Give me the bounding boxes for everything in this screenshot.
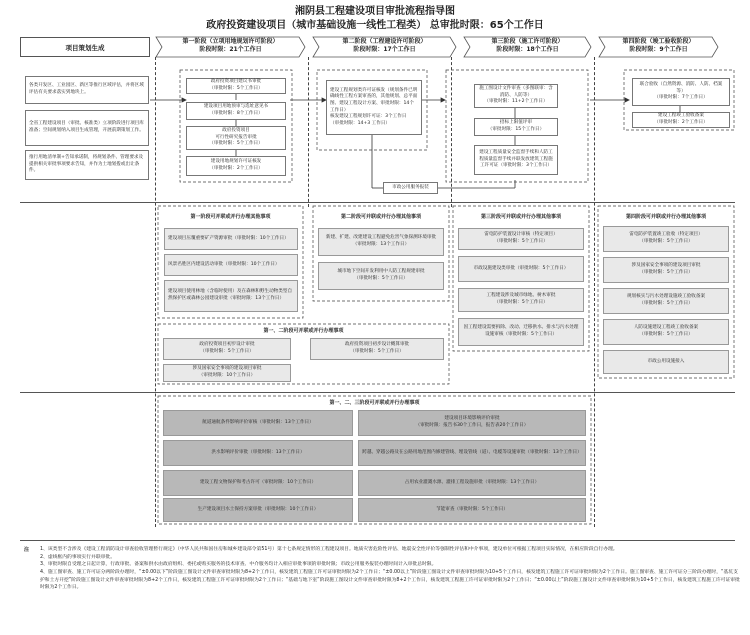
parallel-s123-item: 建设工程文物保护和考古许可（审批时限：10个工作日） [163, 470, 353, 496]
parallel-title-s3: 第三阶段可并联或并行办理其他事项 [480, 214, 561, 220]
divider [594, 57, 595, 527]
stage1-item: 建设项目用地预审与选址意见书 （审批时限：8个工作日） [186, 102, 286, 120]
planning-box: 全省工程建设项目（审批、核准类）立项阶段进行项目库准备；空间规划纳入项目生成管理，开展前期策划工作。 [25, 110, 149, 146]
parallel-title-s1: 第一阶段可并联或并行办理其他事项 [190, 214, 271, 220]
parallel-s123-item: 占用农业灌溉水源、灌排工程设施审批（审批时限：13个工作日） [358, 470, 586, 496]
stage3-item: 建设工程质量安全监督手续和人防工程质量监督手续并联发放建筑工程施工许可证（审批时限：3个工作日） [474, 145, 558, 175]
notes-divider [20, 540, 735, 541]
parallel-s123-item: 生产建设项目水土保持方案审批（审批时限：10个工作日） [163, 498, 353, 522]
stage4-header: 第四阶段（竣工验收阶段） 阶段时限：9个工作日 [622, 38, 695, 54]
note-item: 3、审批时限自受理之日起计算，行政审批、备案和供水由政府组织、委托或购买服务的技术审查、中介服务均计入相应审批事项的审批时限；市政公用服务报装办理时间计入审批总时限。 [40, 562, 437, 568]
stage3-header: 第三阶段（施工许可阶段） 阶段时限：18个工作日 [491, 38, 564, 54]
stage1-item: 政府投资项目建议书审批 （审批时限：5个工作日） [186, 78, 286, 94]
parallel-s2-item: 新建、扩建、改建建设工程避免危害气象探测环境审批 （审批时限：13个工作日） [318, 228, 444, 256]
note-item: 1、该类型不含涉及《建设工程消防设计审查验收管理暂行规定》（中华人民共和国住房和城乡建设部令第51号）第十七条规定情形的工程建设项目。地质灾害危险性评估、地震安全性评价等强制性评估和中介事项，建设单位可根据工程项目实际情况，在相应阶段自行办理。 [40, 547, 618, 552]
parallel-s4-item: 人防设施建设工程竣工验收备案 （审批时限：5个工作日） [603, 319, 729, 345]
parallel-s123-item: 建设项目环境影响评价审批 （审批时限：报告书30个工作日，报告表20个工作日） [358, 410, 586, 436]
parallel-s12-item: 政府投资项目初步设计审批 （审批时限：5个工作日） [163, 338, 291, 360]
parallel-title-s12: 第一、二阶段可并联或并行办理事项 [263, 328, 344, 334]
page-subtitle: 政府投资建设项目（城市基础设施一线性工程类） 总审批时限：65个工作日 [206, 20, 544, 31]
parallel-s123-item: 洪水影响评价审批（审批时限：13个工作日） [163, 440, 353, 466]
divider [308, 57, 309, 207]
section-divider [20, 202, 735, 203]
parallel-s12-item: 政府投资项目初步设计概算审批 （审批时限：5个工作日） [310, 338, 444, 360]
notes-block [40, 546, 740, 592]
notes-prefix: 注 [24, 547, 30, 553]
parallel-title-s2: 第二阶段可并联或并行办理其他事项 [340, 214, 421, 220]
stage1-item: 政府投资项目 可行性研究报告审批 （审批时限：5个工作日） [186, 126, 286, 150]
divider [155, 57, 156, 527]
stage4-item: 联合验收（自然资源、消防、人防、档案等） （审批时限：7个工作日） [632, 78, 730, 106]
parallel-s1-item: 建设项目使用林地（含临时使用）及在森林和野生动物类型自然保护区或森林公园建设审批（审批时限：13个工作日） [164, 280, 298, 312]
section-divider [20, 392, 735, 393]
stage1-header: 第一阶段（立项用地规划许可阶段） 阶段时限：21个工作日 [182, 38, 279, 54]
planning-header: 项目策划生成 [20, 37, 150, 57]
parallel-s4-item: 规划核实与污水处理设施竣工验收备案 （审批时限：5个工作日） [603, 288, 729, 314]
parallel-s3-item: 市政设施建设类审批（审批时限：5个工作日） [458, 256, 584, 282]
divider [451, 57, 452, 207]
parallel-s4-item: 雷电防护装置竣工验收（特定项目） （审批时限：5个工作日） [603, 226, 729, 252]
parallel-s4-item: 市政公用设施接入 [603, 350, 729, 374]
parallel-s1-item: 风景名胜区内建设活动审批（审批时限：10个工作日） [164, 254, 298, 276]
parallel-s3-item: 雷电防护装置设计审核（特定项目） （审批时限：5个工作日） [458, 228, 584, 250]
parallel-s4-item: 涉及国家安全事项的建设项目审批 （审批时限：5个工作日） [603, 257, 729, 283]
stage1-item: 建设用地规划许可证核发 （审批时限：2个工作日） [186, 156, 286, 176]
planning-box: 各类开发区、工业园区、新区等推行区域评估，并将区域评估有关要求落实到地块上。 [25, 76, 149, 104]
parallel-s3-item: 工程建设涉及城市绿地、树木审批 （审批时限：5个工作日） [458, 288, 584, 312]
planning-box: 推行用地清单制+告知承诺制，将规划条件、管理要求及提供相关审批事项要求告知，并作为土地划拨或出让条件。 [25, 150, 149, 180]
parallel-s123-item: 航道通航条件影响评价审核（审批时限：13个工作日） [163, 410, 353, 436]
stage4-item: 建设工程竣工验收备案 （审批时限：2个工作日） [632, 112, 730, 128]
stage3-item: 招标上限值评审 （审批时限：15个工作日） [474, 118, 558, 136]
parallel-s123-item: 节能审查（审批时限：5个工作日） [358, 498, 586, 522]
page-title: 湘阴县工程建设项目审批流程指导图 [295, 6, 455, 17]
parallel-s123-item: 跨越、穿越公路及在公路用地范围内修建管线、埋设管线（道）、电缆等设施审批（审批时限：13个工作日） [358, 440, 586, 466]
stage2-header: 第二阶段（工程建设许可阶段） 阶段时限：17个工作日 [342, 38, 427, 54]
municipal-service-box: 市政公用服务报装 [383, 182, 438, 194]
parallel-s12-item: 涉及国家安全事项的建设项目审批 （审批时限：10个工作日） [163, 364, 291, 382]
parallel-s1-item: 建设项目压覆重要矿产资源审批（审批时限：10个工作日） [164, 228, 298, 250]
parallel-title-s123: 第一、二、三阶段可并联或并行办理事项 [329, 400, 420, 406]
parallel-s3-item: 因工程建设需要拆除、改动、迁移供水、排水与污水处理设施审核（审批时限：5个工作日） [458, 318, 584, 346]
stage2-item: 建设工程规划类许可证核发（规划条件已明确线性工程方案审查的，其他规划、总平面图、建设工程设计方案、审批时限：14个工作日） 核发建设工程规划许可证：3个工作日 （审批时限：14+3 工作日） [326, 80, 422, 135]
note-item: 2、虚线框内的事项实行并联审批。 [40, 554, 116, 560]
parallel-s2-item: 城市地下空间开发利用中人防工程规建审批 （审批时限：5个工作日） [318, 262, 444, 290]
note-item: 4、施工图审查、施工许可证分两阶段办理时，“±0.00以下”阶段施工图设计文件审查审批时限为8+2个工作日，核发建筑工程施工许可证审批时限为2个工作日；“±0.00以上”阶段施工图设计文件审查审批时限为10+5个工作日，核发建筑工程施工许可证审批时限为2个工作日。施工图审查、施工许可证分三阶段办理时，“基坑支护和土方开挖”阶段施工图设计文件审查审批时限为8+2个工作日，核发建筑工程施工许可证审批时限为2个工作日；“基础与地下室”阶段施工图设计文件审查审批时限为8+2个工作日，核发建筑工程施工许可证审批时限为2个工作日；“±0.00以上”阶段施工图设计文件审查审批时限为10+5个工作日，核发建筑工程施工许可证审批时限为2个工作日。 [40, 570, 740, 591]
parallel-title-s4: 第四阶段可并联或并行办理其他事项 [625, 214, 706, 220]
stage3-item: 施工图设计文件审查（多图联审：含消防、人防等） （审批时限：11+2个工作日） [474, 84, 558, 108]
